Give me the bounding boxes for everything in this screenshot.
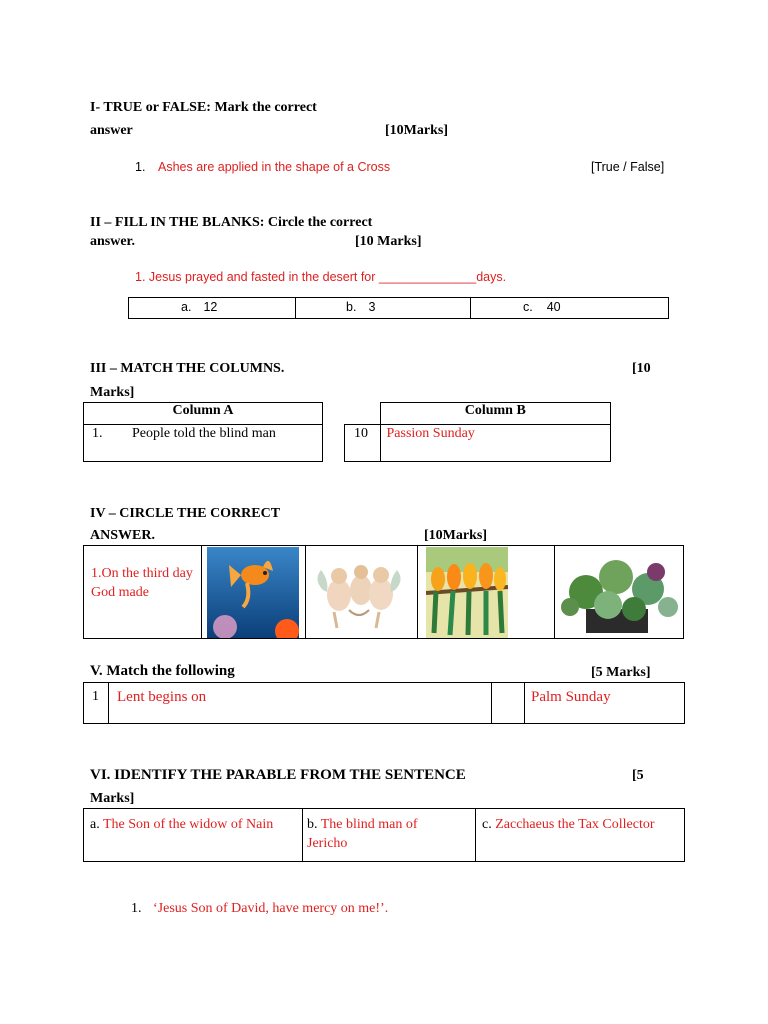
section5-number-cell <box>84 683 109 724</box>
section5-number: 1 <box>92 689 99 704</box>
section2-q1-text: 1. Jesus prayed and fasted in the desert for ______________days. <box>135 270 507 284</box>
section6-options-table <box>83 808 685 862</box>
section6-option-a[interactable] <box>84 809 303 862</box>
section2-marks: [10 Marks] <box>355 234 422 249</box>
column-b-row-number: 10 <box>354 426 368 441</box>
option-a-cell[interactable] <box>129 298 296 319</box>
section1-q1-options[interactable]: [True / False] <box>591 160 665 174</box>
section6-option-b-letter: b. <box>307 817 318 832</box>
column-a-row-text: People told the blind man <box>132 426 276 441</box>
section4-heading: IV – CIRCLE THE CORRECT <box>90 506 281 521</box>
section6-heading: VI. IDENTIFY THE PARABLE FROM THE SENTENCE <box>90 767 466 783</box>
column-b-header-cell <box>380 403 611 425</box>
section6-option-a-text: The Son of the widow of Nain <box>102 817 274 832</box>
column-b-header-blank <box>345 403 381 425</box>
plants-icon <box>556 547 682 638</box>
plants-image[interactable] <box>556 547 682 638</box>
section6-marks-cont: Marks] <box>90 791 135 806</box>
section6-q1-text: ‘Jesus Son of David, have mercy on me!’. <box>153 901 389 916</box>
section4-heading-cont: ANSWER. <box>90 528 155 543</box>
section5-left-text: Lent begins on <box>117 689 207 705</box>
section2-options-table <box>128 297 669 319</box>
column-a-table <box>83 402 323 462</box>
option-c-letter: c. <box>523 300 533 314</box>
section5-answer-cell[interactable] <box>492 683 525 724</box>
section6-marks: [5 <box>632 768 644 783</box>
section4-marks: [10Marks] <box>424 528 487 543</box>
divider <box>305 545 306 639</box>
column-a-row-number: 1. <box>92 426 103 441</box>
section6-option-c-text: Zacchaeus the Tax Collector <box>495 817 655 832</box>
section5-left-cell[interactable] <box>109 683 492 724</box>
option-c-cell[interactable] <box>471 298 669 319</box>
divider <box>554 545 555 639</box>
column-b-header: Column B <box>464 403 526 418</box>
section6-q1-number: 1. <box>131 901 142 916</box>
divider <box>417 545 418 639</box>
option-a-value: 12 <box>203 300 218 314</box>
section6-option-a-letter: a. <box>90 817 100 832</box>
option-b-letter: b. <box>346 300 357 314</box>
section6-option-c[interactable] <box>476 809 685 862</box>
option-b-value: 3 <box>368 300 376 314</box>
section5-right-text: Palm Sunday <box>531 689 611 705</box>
angels-icon <box>309 550 409 635</box>
section5-heading: V. Match the following <box>90 663 235 679</box>
section4-question: 1.On the third day God made <box>91 566 193 600</box>
section1-q1-number: 1. <box>135 160 146 174</box>
section1-heading-cont: answer <box>90 123 133 138</box>
section6-option-b[interactable] <box>303 809 476 862</box>
section6-option-b-text: The blind man of Jericho <box>307 817 418 851</box>
section5-right-cell[interactable] <box>525 683 685 724</box>
section3-heading: III – MATCH THE COLUMNS. <box>90 361 285 376</box>
section3-marks-cont: Marks] <box>90 385 135 400</box>
option-c-value: 40 <box>546 300 561 314</box>
option-a-letter: a. <box>181 300 192 314</box>
section6-option-c-letter: c. <box>482 817 492 832</box>
section2-heading-cont: answer. <box>90 234 135 249</box>
column-b-row[interactable] <box>380 425 611 462</box>
section1-q1-text: Ashes are applied in the shape of a Cross <box>158 160 391 174</box>
column-a-row[interactable] <box>84 425 323 462</box>
section2-heading: II – FILL IN THE BLANKS: Circle the correct <box>90 215 373 230</box>
section1-marks: [10Marks] <box>385 123 448 138</box>
column-a-header: Column A <box>172 403 234 418</box>
column-a-header-cell <box>84 403 323 425</box>
column-b-table <box>344 402 611 462</box>
goldfish-image[interactable] <box>207 547 299 638</box>
parrots-icon <box>426 547 508 638</box>
parrots-image[interactable] <box>426 547 508 638</box>
column-b-row-number-cell <box>345 425 381 462</box>
section5-marks: [5 Marks] <box>591 665 651 680</box>
section3-marks: [10 <box>632 361 651 376</box>
section5-table <box>83 682 685 724</box>
section1-heading: I- TRUE or FALSE: Mark the correct <box>90 100 317 115</box>
column-b-row-text: Passion Sunday <box>386 426 475 441</box>
option-b-cell[interactable] <box>296 298 471 319</box>
angels-image[interactable] <box>309 550 409 635</box>
goldfish-icon <box>207 547 299 638</box>
divider <box>201 545 202 639</box>
